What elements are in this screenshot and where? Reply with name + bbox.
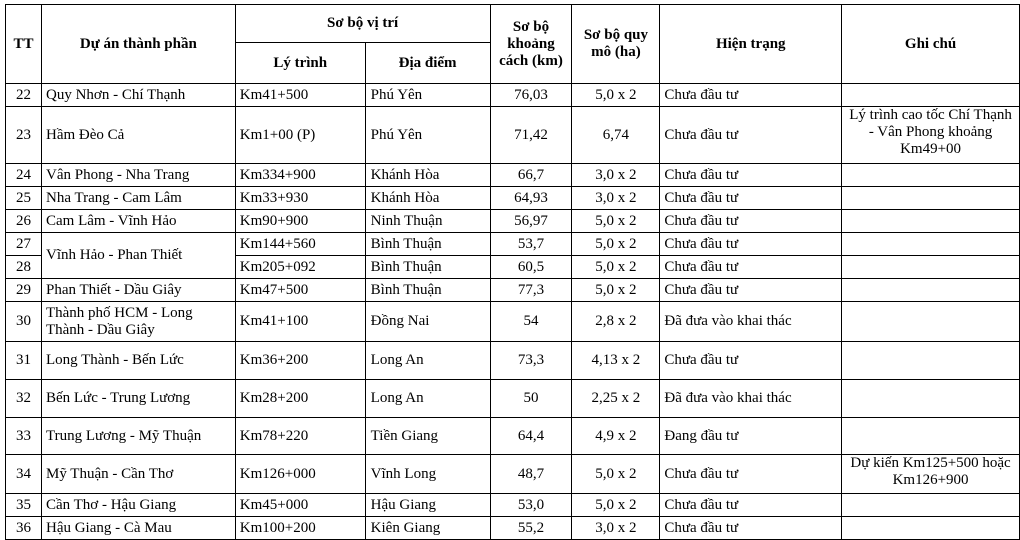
header-status: Hiện trạng [660,5,842,84]
cell-status: Chưa đầu tư [660,517,842,540]
cell-place: Khánh Hòa [365,164,490,187]
cell-project: Nha Trang - Cam Lâm [41,187,235,210]
cell-scale: 5,0 x 2 [572,84,660,107]
table-row [6,455,1020,494]
cell-tt: 34 [6,455,42,494]
cell-tt: 27 [6,233,42,256]
cell-project: Vân Phong - Nha Trang [41,164,235,187]
header-location: Sơ bộ vị trí [235,5,490,43]
cell-project: Mỹ Thuận - Cần Thơ [41,455,235,494]
cell-scale: 6,74 [572,107,660,164]
cell-scale: 3,0 x 2 [572,164,660,187]
cell-distance: 64,4 [490,418,572,455]
cell-note [842,187,1020,210]
cell-note [842,494,1020,517]
cell-project: Long Thành - Bến Lức [41,342,235,380]
table-row [6,494,1020,517]
document-table-container [5,4,1020,540]
cell-chainage: Km144+560 [235,233,365,256]
cell-note [842,517,1020,540]
cell-note [842,302,1020,342]
cell-place: Bình Thuận [365,256,490,279]
cell-tt: 29 [6,279,42,302]
cell-status: Chưa đầu tư [660,84,842,107]
cell-chainage: Km90+900 [235,210,365,233]
cell-scale: 5,0 x 2 [572,233,660,256]
table-row [6,187,1020,210]
cell-chainage: Km126+000 [235,455,365,494]
header-tt: TT [6,5,42,84]
cell-distance: 56,97 [490,210,572,233]
cell-status: Chưa đầu tư [660,494,842,517]
cell-distance: 48,7 [490,455,572,494]
cell-scale: 3,0 x 2 [572,187,660,210]
header-note: Ghi chú [842,5,1020,84]
cell-project: Phan Thiết - Dầu Giây [41,279,235,302]
cell-scale: 5,0 x 2 [572,494,660,517]
table-row [6,210,1020,233]
cell-place: Phú Yên [365,107,490,164]
cell-chainage: Km28+200 [235,380,365,418]
table-row [6,342,1020,380]
cell-project: Hậu Giang - Cà Mau [41,517,235,540]
cell-place: Long An [365,342,490,380]
cell-note: Lý trình cao tốc Chí Thạnh - Vân Phong khoảng Km49+00 [842,107,1020,164]
cell-tt: 22 [6,84,42,107]
header-chainage: Lý trình [235,43,365,84]
cell-chainage: Km33+930 [235,187,365,210]
cell-chainage: Km41+100 [235,302,365,342]
cell-note [842,380,1020,418]
cell-place: Khánh Hòa [365,187,490,210]
cell-project: Hầm Đèo Cả [41,107,235,164]
cell-note: Dự kiến Km125+500 hoặc Km126+900 [842,455,1020,494]
header-distance: Sơ bộ khoảng cách (km) [490,5,572,84]
cell-chainage: Km78+220 [235,418,365,455]
cell-tt: 25 [6,187,42,210]
cell-scale: 2,25 x 2 [572,380,660,418]
cell-distance: 77,3 [490,279,572,302]
cell-project: Bến Lức - Trung Lương [41,380,235,418]
cell-project: Vĩnh Hảo - Phan Thiết [41,233,235,279]
cell-tt: 24 [6,164,42,187]
cell-distance: 54 [490,302,572,342]
table-row [6,233,1020,256]
cell-note [842,256,1020,279]
cell-note [842,233,1020,256]
cell-place: Tiền Giang [365,418,490,455]
cell-status: Chưa đầu tư [660,256,842,279]
cell-chainage: Km45+000 [235,494,365,517]
cell-tt: 30 [6,302,42,342]
header-project: Dự án thành phần [41,5,235,84]
cell-scale: 5,0 x 2 [572,455,660,494]
cell-place: Bình Thuận [365,233,490,256]
cell-status: Chưa đầu tư [660,233,842,256]
cell-place: Đồng Nai [365,302,490,342]
header-place: Địa điểm [365,43,490,84]
cell-chainage: Km1+00 (P) [235,107,365,164]
cell-chainage: Km47+500 [235,279,365,302]
cell-place: Ninh Thuận [365,210,490,233]
cell-scale: 4,9 x 2 [572,418,660,455]
cell-place: Bình Thuận [365,279,490,302]
table-row [6,107,1020,164]
cell-tt: 32 [6,380,42,418]
cell-distance: 66,7 [490,164,572,187]
cell-status: Chưa đầu tư [660,107,842,164]
cell-chainage: Km36+200 [235,342,365,380]
cell-project: Cần Thơ - Hậu Giang [41,494,235,517]
cell-scale: 5,0 x 2 [572,256,660,279]
header-scale: Sơ bộ quy mô (ha) [572,5,660,84]
cell-note [842,279,1020,302]
cell-note [842,418,1020,455]
cell-place: Hậu Giang [365,494,490,517]
cell-status: Chưa đầu tư [660,342,842,380]
cell-distance: 73,3 [490,342,572,380]
header-row-1 [6,5,1020,43]
cell-scale: 4,13 x 2 [572,342,660,380]
cell-status: Chưa đầu tư [660,279,842,302]
table-row [6,517,1020,540]
cell-tt: 36 [6,517,42,540]
cell-distance: 76,03 [490,84,572,107]
cell-note [842,210,1020,233]
cell-chainage: Km100+200 [235,517,365,540]
cell-distance: 50 [490,380,572,418]
cell-place: Phú Yên [365,84,490,107]
table-row [6,418,1020,455]
cell-distance: 55,2 [490,517,572,540]
cell-status: Chưa đầu tư [660,210,842,233]
cell-status: Chưa đầu tư [660,164,842,187]
cell-distance: 71,42 [490,107,572,164]
cell-chainage: Km41+500 [235,84,365,107]
cell-scale: 3,0 x 2 [572,517,660,540]
table-row [6,164,1020,187]
cell-distance: 60,5 [490,256,572,279]
cell-scale: 5,0 x 2 [572,279,660,302]
cell-project: Thành phố HCM - Long Thành - Dầu Giây [41,302,235,342]
table-row [6,84,1020,107]
cell-status: Đã đưa vào khai thác [660,302,842,342]
cell-project: Quy Nhơn - Chí Thạnh [41,84,235,107]
cell-distance: 53,7 [490,233,572,256]
cell-status: Chưa đầu tư [660,187,842,210]
cell-tt: 23 [6,107,42,164]
cell-scale: 5,0 x 2 [572,210,660,233]
cell-tt: 31 [6,342,42,380]
cell-project: Cam Lâm - Vĩnh Hảo [41,210,235,233]
cell-note [842,164,1020,187]
cell-status: Chưa đầu tư [660,455,842,494]
cell-place: Long An [365,380,490,418]
cell-distance: 53,0 [490,494,572,517]
cell-place: Kiên Giang [365,517,490,540]
cell-distance: 64,93 [490,187,572,210]
cell-tt: 35 [6,494,42,517]
rest-stop-table [5,4,1020,540]
cell-tt: 28 [6,256,42,279]
cell-tt: 26 [6,210,42,233]
cell-chainage: Km205+092 [235,256,365,279]
table-row [6,279,1020,302]
cell-project: Trung Lương - Mỹ Thuận [41,418,235,455]
cell-note [842,84,1020,107]
cell-scale: 2,8 x 2 [572,302,660,342]
cell-status: Đang đầu tư [660,418,842,455]
table-row [6,302,1020,342]
cell-note [842,342,1020,380]
cell-tt: 33 [6,418,42,455]
table-row [6,380,1020,418]
cell-chainage: Km334+900 [235,164,365,187]
cell-status: Đã đưa vào khai thác [660,380,842,418]
cell-place: Vĩnh Long [365,455,490,494]
